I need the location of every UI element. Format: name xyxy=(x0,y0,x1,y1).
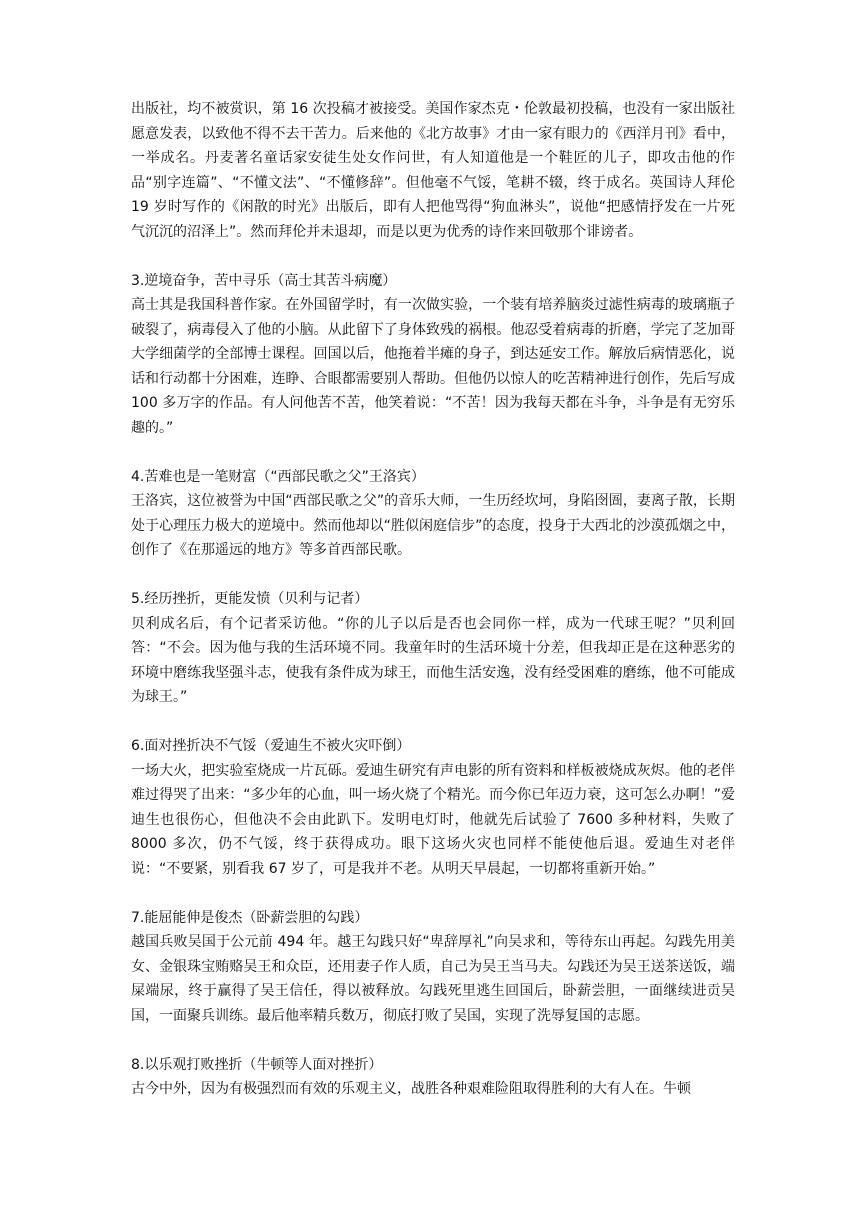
document-body xyxy=(131,97,735,1102)
paragraph-spacer xyxy=(131,440,735,465)
section-3-body: 高士其是我国科普作家。在外国留学时，有一次做实验，一个装有培养脑炎过滤性病毒的玻璃瓶子破裂了，病毒侵入了他的小脑。从此留下了身体致残的祸根。他忍受着病毒的折磨，学完了芝加哥大学细菌学的全部博士课程。回国以后，他拖着半瘫的身子，到达延安工作。解放后病情恶化，说话和行动都十分困难，连睁、合眼都需要别人帮助。但他仍以惊人的吃苦精神进行创作，先后写成 100 多万字的作品。有人问他苦不苦，他笑着说：“不苦！因为我每天都在斗争，斗争是有无穷乐趣的。” xyxy=(131,297,735,436)
section-6-body: 一场大火，把实验室烧成一片瓦砾。爱迪生研究有声电影的所有资料和样板被烧成灰烬。他的老伴难过得哭了出来：“多少年的心血，叫一场火烧了个精光。而今你已年迈力衰，这可怎么办啊！”爱迪生也很伤心，但他决不会由此趴下。发明电灯时，他就先后试验了 7600 多种材料，失败了 8000 多次，仍不气馁，终于获得成功。眼下这场火灾也同样不能使他后退。爱迪生对老伴说：“不要紧，别看我 67 岁了，可是我并不老。从明天早晨起，一切都将重新开始。” xyxy=(131,762,735,877)
section-3-heading: 3.逆境奋争，苦中寻乐（高士其苦斗病魔） xyxy=(131,272,397,289)
paragraph-spacer xyxy=(131,563,735,588)
paragraph-spacer xyxy=(131,244,735,269)
section-6-heading: 6.面对挫折决不气馁（爱迪生不被火灾吓倒） xyxy=(131,738,411,754)
section-5-heading: 5.经历挫折，更能发愤（贝利与记者） xyxy=(131,591,369,607)
section-4-heading: 4.苦难也是一笔财富（“西部民歌之父”王洛宾） xyxy=(131,468,425,485)
section-8-body: 古今中外，因为有极强烈而有效的乐观主义，战胜各种艰难险阻取得胜利的大有人在。牛顿 xyxy=(131,1081,691,1097)
section-4-body: 王洛宾，这位被誉为中国“西部民歌之父”的音乐大师，一生历经坎坷，身陷囹圄，妻离子散，长期处于心理压力极大的逆境中。然而他却以“胜似闲庭信步”的态度，投身于大西北的沙漠孤烟之中，创作了《在那遥远的地方》等多首西部民歌。 xyxy=(131,493,735,558)
section-5-body: 贝利成名后，有个记者采访他。“你的儿子以后是否也会同你一样，成为一代球王呢？”贝利回答：“不会。因为他与我的生活环境不同。我童年时的生活环境十分差，但我却正是在这种恶劣的环境中磨练我坚强斗志，使我有条件成为球王，而他生活安逸，没有经受困难的磨练，他不可能成为球王。” xyxy=(131,615,735,705)
paragraph-spacer xyxy=(131,881,735,906)
section-8-heading: 8.以乐观打败挫折（牛顿等人面对挫折） xyxy=(131,1056,383,1073)
paragraph-spacer xyxy=(131,1028,735,1053)
intro-paragraph: 出版社，均不被赏识，第 16 次投稿才被接受。美国作家杰克・伦敦最初投稿，也没有一家出版社愿意发表，以致他不得不去干苦力。后来他的《北方故事》才由一家有眼力的《西洋月刊》看中，一举成名。丹麦著名童话家安徒生处女作问世，有人知道他是一个鞋匠的儿子，即攻击他的作品“别字连篇”、“不懂文法”、“不懂修辞”。但他毫不气馁，笔耕不辍，终于成名。英国诗人拜伦 19 岁时写作的《闲散的时光》出版后，即有人把他骂得“狗血淋头”，说他“把感情抒发在一片死气沉沉的沼泽上”。然而拜伦并未退却，而是以更为优秀的诗作来回敬那个诽谤者。 xyxy=(131,101,735,240)
section-7-heading: 7.能屈能伸是俊杰（卧薪尝胆的勾践） xyxy=(131,909,369,926)
paragraph-spacer xyxy=(131,710,735,735)
section-7-body: 越国兵败吴国于公元前 494 年。越王勾践只好“卑辞厚礼”向吴求和，等待东山再起。勾践先用美女、金银珠宝贿赂吴王和众臣，还用妻子作人质，自己为吴王当马夫。勾践还为吴王送茶送饭，端屎端尿，终于赢得了吴王信任，得以被释放。勾践死里逃生回国后，卧薪尝胆，一面继续进贡吴国，一面聚兵训练。最后他率精兵数万，彻底打败了吴国，实现了洗辱复国的志愿。 xyxy=(131,934,735,1024)
